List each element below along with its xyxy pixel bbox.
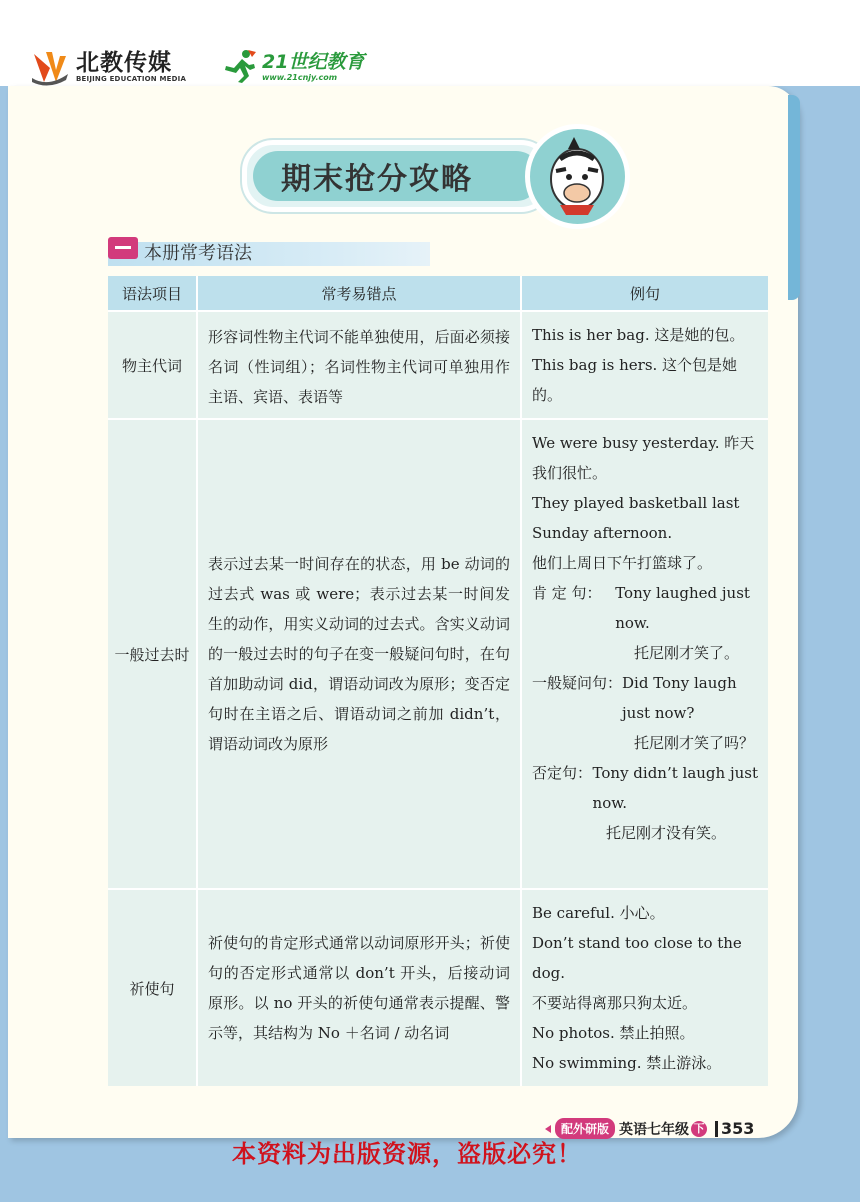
row-points: 表示过去某一时间存在的状态，用 be 动词的过去式 was 或 were；表示过去某一时间发生的动作，用实义动词的过去式。含实义动词的一般过去时的句子在变一般疑问句时，在句首加助动词 did，谓语动词改为原形；变否定句时在主语之后、谓语动词之前加 didn’t，谓语动词改为原形 <box>208 555 510 753</box>
example-line: 他们上周日下午打篮球了。 <box>532 554 713 572</box>
negative-english: Tony didn’t laugh just now. <box>592 764 758 812</box>
logo2-url: www.21cnjy.com <box>262 72 338 82</box>
volume-badge: 下 <box>691 1121 707 1137</box>
example-line: We were busy yesterday. 昨天我们很忙。 <box>532 434 755 482</box>
page-title: 期末抢分攻略 <box>281 162 473 197</box>
question-chinese: 托尼刚才笑了吗？ <box>634 734 755 752</box>
header-points: 常考易错点 <box>198 276 522 310</box>
table-row <box>108 420 768 890</box>
page-number: 353 <box>715 1121 754 1137</box>
question-label: 一般疑问句： <box>532 674 623 692</box>
grammar-table <box>108 276 768 1086</box>
piracy-warning: 本资料为出版资源，盗版必究！ <box>232 1140 582 1168</box>
row-item: 祈使句 <box>129 979 175 998</box>
logo1-english: BEIJING EDUCATION MEDIA <box>76 75 187 83</box>
logo1-chinese: 北教传媒 <box>76 50 172 76</box>
section-number-icon <box>108 237 138 259</box>
beijing-education-media-logo <box>30 48 186 86</box>
21cnjy-logo <box>222 48 364 84</box>
runner-icon <box>222 48 258 84</box>
row-points: 形容词性物主代词不能单独使用，后面必须接名词（性词组）；名词性物主代词可单独用作主语、宾语、表语等 <box>208 328 510 406</box>
row-points: 祈使句的肯定形式通常以动词原形开头；祈使句的否定形式通常以 don’t 开头，后接动词原形。以 no 开头的祈使句通常表示提醒、警示等，其结构为 No ＋名词 / 动名词 <box>208 934 510 1042</box>
negative-chinese: 托尼刚才没有笑。 <box>606 824 727 842</box>
affirmative-english: Tony laughed just now. <box>615 584 750 632</box>
card-tab-edge <box>788 95 800 300</box>
title-banner <box>242 140 552 212</box>
example-line: Be careful. 小心。 <box>532 904 665 922</box>
negative-label: 否定句： <box>532 764 593 782</box>
logo-mark-icon <box>30 48 70 86</box>
table-header-row <box>108 276 768 312</box>
section-title: 本册常考语法 <box>144 243 252 264</box>
header-item: 语法项目 <box>108 276 198 310</box>
edition-badge: 配外研版 <box>555 1118 615 1139</box>
example-line: 不要站得离那只狗太近。 <box>532 994 698 1012</box>
table-row <box>108 890 768 1086</box>
example-line: This is her bag. 这是她的包。 <box>532 326 745 344</box>
affirmative-chinese: 托尼刚才笑了。 <box>634 644 740 662</box>
grade-label: 英语七年级 <box>619 1121 690 1138</box>
affirmative-label: 肯 定 句： <box>532 584 602 602</box>
example-line: This bag is hers. 这个包是她的。 <box>532 356 738 404</box>
question-english: Did Tony laugh just now? <box>622 674 737 722</box>
example-line: They played basketball last Sunday afternoon. <box>532 494 740 542</box>
example-line: No photos. 禁止拍照。 <box>532 1024 695 1042</box>
header-examples: 例句 <box>522 276 768 310</box>
row-item: 物主代词 <box>121 356 182 375</box>
table-row <box>108 312 768 420</box>
example-line: Don’t stand too close to the dog. <box>532 934 742 982</box>
logo2-title: 21世纪教育 <box>262 50 365 73</box>
triangle-left-icon <box>545 1125 551 1133</box>
example-line: No swimming. 禁止游泳。 <box>532 1054 722 1072</box>
row-item: 一般过去时 <box>114 645 190 664</box>
zebra-mascot-icon <box>525 124 630 229</box>
